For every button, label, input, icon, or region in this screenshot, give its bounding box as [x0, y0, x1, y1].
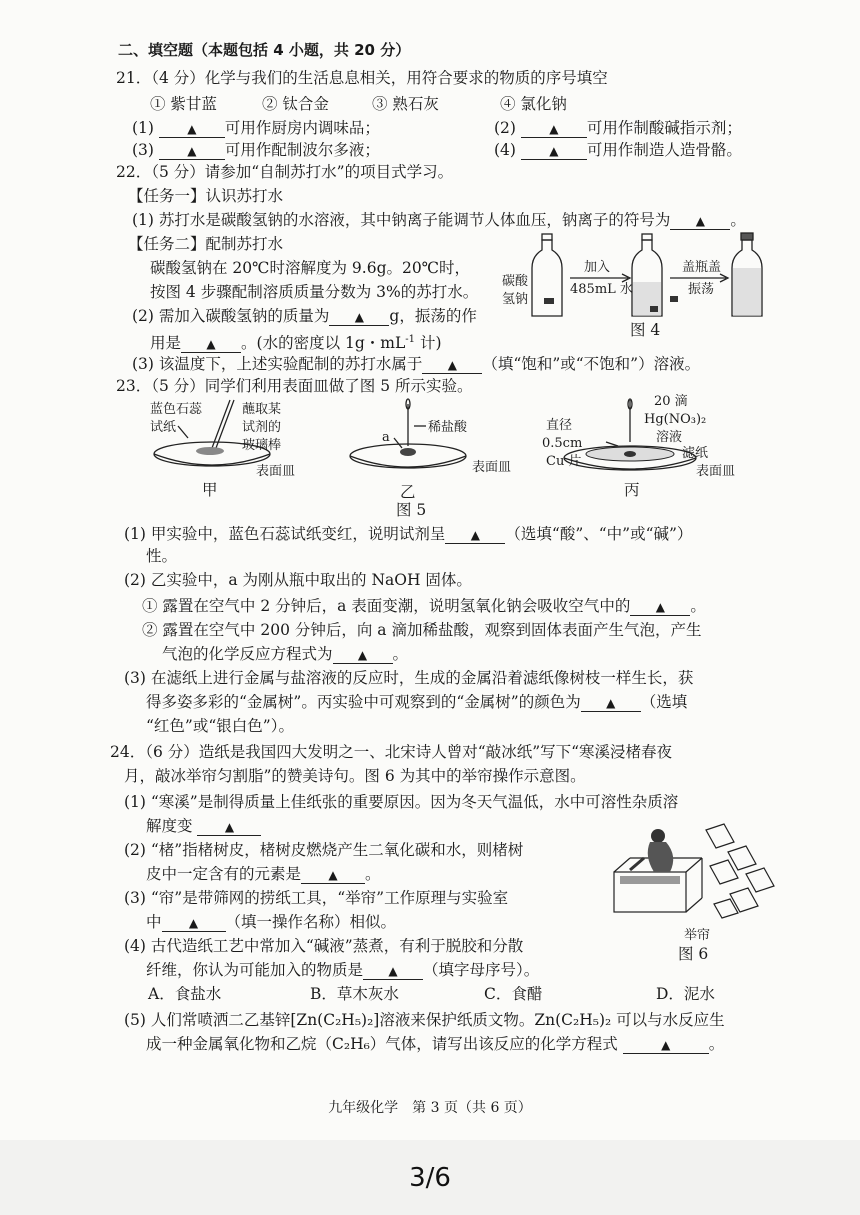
fig5-dish-label-bing: 表面皿: [696, 464, 736, 479]
q24-stem2: 月，敲冰举帘匀割脂”的赞美诗句。图 6 为其中的举帘操作示意图。: [124, 767, 586, 785]
fig5-yi-acid: 稀盐酸: [428, 420, 468, 435]
answer-blank[interactable]: ▲: [159, 121, 225, 138]
fig5-bing-hg: Hg(NO₃)₂: [644, 412, 707, 427]
q21-item-2: (2) ▲ 可用作制酸碱指示剂；: [494, 119, 742, 137]
answer-blank[interactable]: ▲: [521, 121, 587, 138]
q24-p1b: 解度变 ▲: [146, 816, 261, 836]
q24-p4a: (4) 古代造纸工艺中常加入“碱液”蒸煮，有利于脱胶和分散: [124, 937, 524, 955]
answer-blank[interactable]: ▲: [363, 963, 423, 980]
fig5-bing-sol: 溶液: [656, 430, 683, 445]
q24-stem1: 24．（6 分）造纸是我国四大发明之一、北宋诗人曾对“敲冰纸”写下“寒溪浸楮春夜: [110, 743, 673, 761]
fig4-label-left1: 碳酸: [502, 274, 529, 289]
q22-p3: (3) 该温度下，上述实验配制的苏打水属于 ▲ （填“饱和”或“不饱和”）溶液。: [132, 355, 701, 373]
fig5-jia-rod2: 试剂的: [242, 420, 282, 435]
q24-p5a: (5) 人们常喷洒二乙基锌[Zn(C₂H₅)₂]溶液来保护纸质文物。Zn(C₂H₅)₂ 可以与水反应生: [124, 1011, 725, 1029]
fig5-jia-rod3: 玻璃棒: [242, 438, 282, 453]
answer-blank[interactable]: ▲: [197, 819, 261, 836]
q24-p2a: (2) “楮”指楮树皮，楮树皮燃烧产生二氧化碳和水，则楮树: [124, 841, 524, 859]
answer-blank[interactable]: ▲: [162, 915, 226, 932]
answer-blank[interactable]: ▲: [581, 695, 641, 712]
q21-option-4: ④ 氯化钠: [500, 95, 567, 113]
section-title: 二、填空题（本题包括 4 小题，共 20 分）: [118, 41, 411, 59]
fig5-caption: 图 5: [396, 501, 427, 519]
fig4-arrow1-bottom: 485mL 水: [570, 282, 633, 297]
q24-p4b: 纤维，你认为可能加入的物质是 ▲ （填字母序号）。: [146, 961, 540, 979]
q22-p2d: 用是 ▲ 。(水的密度以 1g・$mL^{-1}$ 计): [150, 334, 442, 353]
q24-p3b: 中 ▲ （填一操作名称）相似。: [146, 913, 397, 931]
fig5-bing-drop: 20 滴: [654, 394, 688, 409]
q22-stem: 22．（5 分）请参加“自制苏打水”的项目式学习。: [116, 163, 454, 181]
fig4-arrow1-top: 加入: [584, 260, 611, 275]
figure-5: [150, 394, 780, 519]
fig5-jia-rod1: 蘸取某: [242, 402, 282, 417]
answer-blank[interactable]: ▲: [521, 143, 587, 160]
fig5-jia-label1: 蓝色石蕊: [150, 402, 203, 417]
fig6-label: 举帘: [684, 928, 711, 943]
fig5-yi-a: a: [382, 430, 390, 445]
q22-task1: 【任务一】认识苏打水: [128, 187, 284, 205]
fig5-bing: 丙: [624, 481, 640, 499]
fig4-arrow2-top: 盖瓶盖: [682, 260, 722, 275]
figure-4: [500, 232, 780, 344]
fig4-caption: 图 4: [630, 321, 661, 339]
q23-p2: (2) 乙实验中，a 为刚从瓶中取出的 NaOH 固体。: [124, 571, 472, 589]
fig6-caption: 图 6: [678, 945, 709, 963]
fig4-arrow2-bottom: 振荡: [688, 282, 715, 297]
q22-task2: 【任务二】配制苏打水: [128, 235, 284, 253]
answer-blank[interactable]: ▲: [329, 309, 389, 326]
q24-p1a: (1) “寒溪”是制得质量上佳纸张的重要原因。因为冬天气温低，水中可溶性杂质溶: [124, 793, 679, 811]
q23-stem: 23．（5 分）同学们利用表面皿做了图 5 所示实验。: [116, 377, 473, 395]
q23-p1-cont: 性。: [146, 547, 178, 565]
fig5-jia-label2: 试纸: [150, 420, 177, 435]
q21-stem: 21．（4 分）化学与我们的生活息息相关，用符合要求的物质的序号填空: [116, 69, 608, 87]
fig5-dish-label-yi: 表面皿: [472, 460, 512, 475]
fig5-yi: 乙: [400, 483, 416, 501]
fig4-label-left2: 氢钠: [502, 292, 529, 307]
q21-item-1: (1) ▲ 可用作厨房内调味品；: [132, 119, 380, 137]
answer-blank[interactable]: ▲: [630, 599, 690, 616]
q24-p2b: 皮中一定含有的元素是 ▲ 。: [146, 865, 381, 883]
answer-blank[interactable]: ▲: [445, 527, 505, 544]
q24-choice-d: D．泥水: [656, 985, 715, 1003]
q22-p2a: 碳酸氢钠在 20℃时溶解度为 9.6g。20℃时，: [150, 259, 471, 277]
q24-p3a: (3) “帘”是带筛网的捞纸工具，“举帘”工作原理与实验室: [124, 889, 509, 907]
q23-p3a: (3) 在滤纸上进行金属与盐溶液的反应时，生成的金属沿着滤纸像树枝一样生长，获: [124, 669, 694, 687]
q21-option-2: ② 钛合金: [262, 95, 329, 113]
q21-option-3: ③ 熟石灰: [372, 95, 439, 113]
answer-blank[interactable]: ▲: [422, 357, 482, 374]
answer-blank[interactable]: ▲: [333, 647, 393, 664]
q24-choice-b: B．草木灰水: [310, 985, 399, 1003]
q21-item-4: (4) ▲ 可用作制造人造骨骼。: [494, 141, 742, 159]
q23-p2-2a: ② 露置在空气中 200 分钟后，向 a 滴加稀盐酸，观察到固体表面产生气泡，产生: [142, 621, 702, 639]
page-footer: 九年级化学 第 3 页（共 6 页）: [328, 1100, 532, 1116]
q23-p1: (1) 甲实验中，蓝色石蕊试纸变红，说明试剂呈 ▲ （选填“酸”、“中”或“碱”）: [124, 525, 693, 543]
q22-p2b: 按图 4 步骤配制溶质质量分数为 3%的苏打水。: [150, 283, 479, 301]
fig5-bing-d1: 直径: [546, 418, 573, 433]
q22-p2c: (2) 需加入碳酸氢钠的质量为 ▲ g，振荡的作: [132, 307, 477, 325]
answer-blank[interactable]: ▲: [623, 1037, 709, 1054]
fig5-jia: 甲: [202, 481, 218, 499]
q21-item-3: (3) ▲ 可用作配制波尔多液；: [132, 141, 380, 159]
q23-p3b: 得多姿多彩的“金属树”。丙实验中可观察到的“金属树”的颜色为 ▲ （选填: [146, 693, 688, 711]
figure-6: [610, 822, 780, 970]
q23-p2-1: ① 露置在空气中 2 分钟后，a 表面变潮，说明氢氧化钠会吸收空气中的 ▲ 。: [142, 597, 706, 615]
fig5-bing-d3: Cu 片: [546, 454, 582, 469]
answer-blank[interactable]: ▲: [159, 143, 225, 160]
q21-option-1: ① 紫甘蓝: [150, 95, 217, 113]
q22-p1: (1) 苏打水是碳酸氢钠的水溶液，其中钠离子能调节人体血压，钠离子的符号为 ▲ 。: [132, 211, 746, 229]
fig5-bing-d2: 0.5cm: [542, 436, 583, 451]
q23-p3c: “红色”或“银白色”）。: [146, 717, 294, 735]
answer-blank[interactable]: ▲: [670, 213, 730, 230]
answer-blank[interactable]: ▲: [301, 867, 365, 884]
answer-blank[interactable]: ▲: [181, 336, 241, 353]
q24-choice-c: C．食醋: [484, 985, 543, 1003]
q24-choice-a: A．食盐水: [148, 985, 222, 1003]
q23-p2-2b: 气泡的化学反应方程式为 ▲ 。: [162, 645, 409, 663]
fig5-bing-filter: 滤纸: [682, 446, 709, 461]
fig5-dish-label-jia: 表面皿: [256, 464, 296, 479]
q24-p5b: 成一种金属氧化物和乙烷（C₂H₆）气体，请写出该反应的化学方程式 ▲ 。: [146, 1035, 725, 1053]
page-indicator: 3/6: [409, 1163, 451, 1193]
